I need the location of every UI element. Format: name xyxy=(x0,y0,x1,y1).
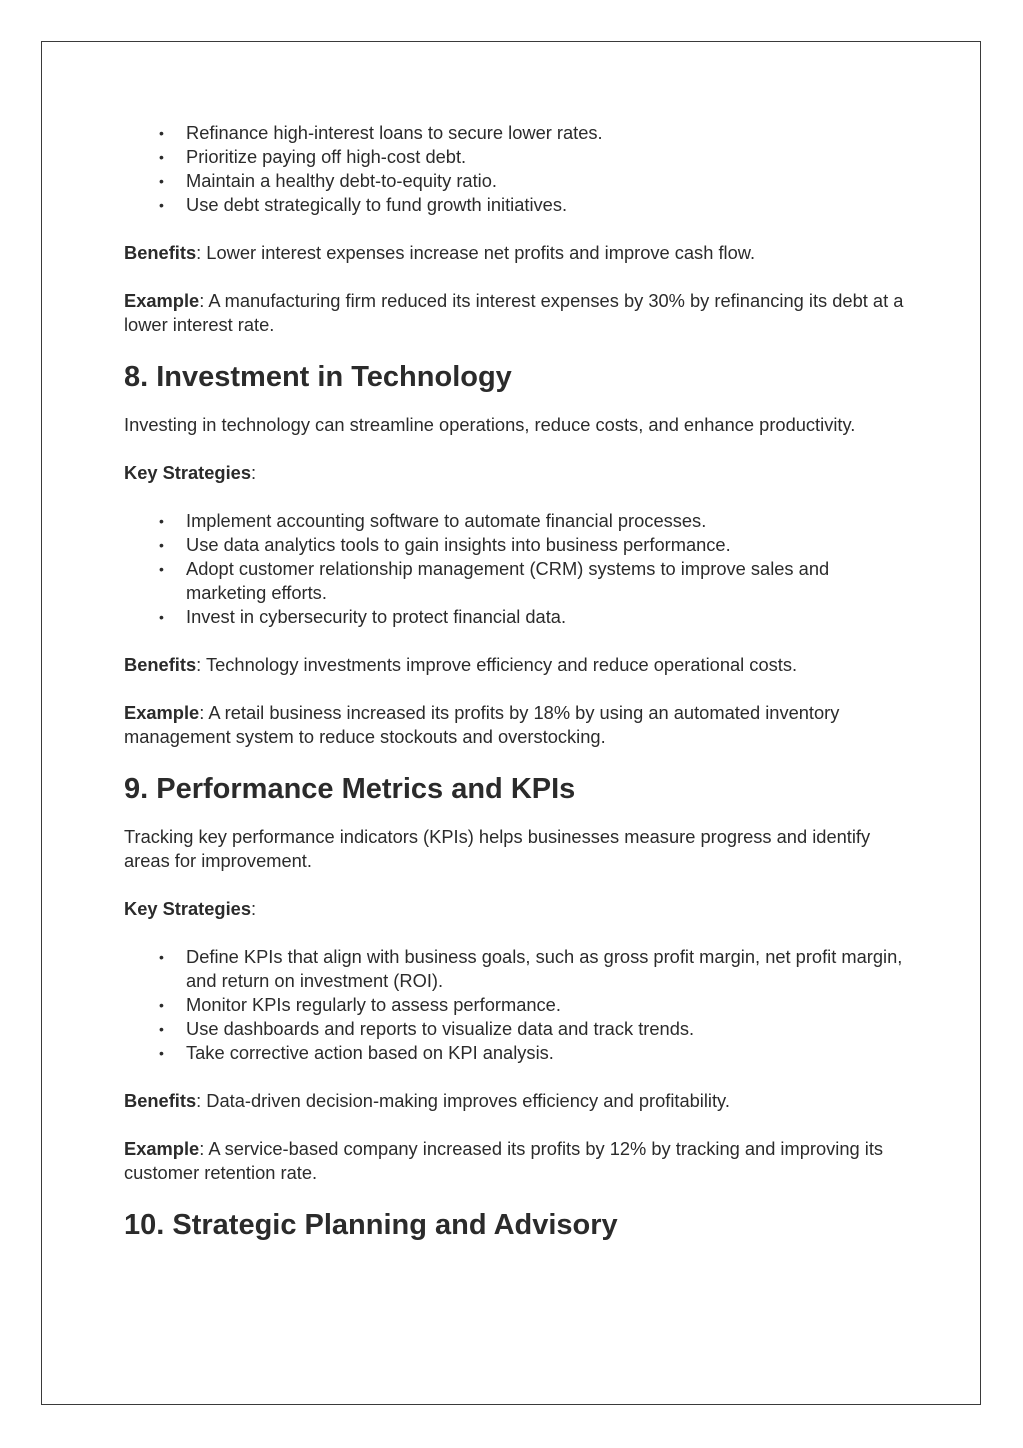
list-item-text: Prioritize paying off high-cost debt. xyxy=(186,146,467,167)
list-item xyxy=(124,193,904,217)
bullet-icon: • xyxy=(159,1045,164,1061)
list-item xyxy=(124,605,904,629)
bullet-icon: • xyxy=(159,997,164,1013)
list-item xyxy=(124,169,904,193)
list-item-text: Refinance high-interest loans to secure lower rates. xyxy=(186,122,603,143)
bullet-icon: • xyxy=(159,173,164,189)
benefits-text: : Technology investments improve efficiency and reduce operational costs. xyxy=(196,654,798,675)
list-item xyxy=(124,1017,904,1041)
key-strategies-colon: : xyxy=(251,462,257,483)
list-item xyxy=(124,557,904,605)
list-item-text: Maintain a healthy debt-to-equity ratio. xyxy=(186,170,497,191)
section8-intro: Investing in technology can streamline operations, reduce costs, and enhance productivity. xyxy=(124,414,856,435)
section8-benefits xyxy=(124,653,904,677)
section7-bullet-list xyxy=(124,121,904,217)
section7-benefits xyxy=(124,241,904,265)
key-strategies-colon: : xyxy=(251,898,257,919)
bullet-icon: • xyxy=(159,197,164,213)
section9-bullet-list xyxy=(124,945,904,1065)
example-label: Example xyxy=(124,290,200,311)
list-item xyxy=(124,945,904,993)
section10-heading: 10. Strategic Planning and Advisory xyxy=(124,1209,618,1241)
list-item-text: Implement accounting software to automate financial processes. xyxy=(186,510,707,531)
section7-example xyxy=(124,289,904,337)
list-item-text: Use data analytics tools to gain insights into business performance. xyxy=(186,534,731,555)
bullet-icon: • xyxy=(159,149,164,165)
document-content xyxy=(124,121,904,1243)
list-item-text: Take corrective action based on KPI analysis. xyxy=(186,1042,554,1063)
bullet-icon: • xyxy=(159,609,164,625)
list-item xyxy=(124,145,904,169)
section8-example xyxy=(124,701,904,749)
section9-intro: Tracking key performance indicators (KPIs) helps businesses measure progress and identify areas for improvement. xyxy=(124,826,871,871)
example-text: : A service-based company increased its profits by 12% by tracking and improving its customer retention rate. xyxy=(124,1138,884,1183)
key-strategies-label: Key Strategies xyxy=(124,462,252,483)
section9-strategies-heading xyxy=(124,897,904,921)
key-strategies-label: Key Strategies xyxy=(124,898,252,919)
list-item-text: Invest in cybersecurity to protect financial data. xyxy=(186,606,567,627)
benefits-label: Benefits xyxy=(124,654,197,675)
section8-bullet-list xyxy=(124,509,904,629)
list-item xyxy=(124,1041,904,1065)
example-label: Example xyxy=(124,702,200,723)
list-item-text: Define KPIs that align with business goals, such as gross profit margin, net profit margin, and return on investment (ROI). xyxy=(186,946,903,991)
list-item-text: Adopt customer relationship management (CRM) systems to improve sales and marketing efforts. xyxy=(186,558,830,603)
section8-strategies-heading xyxy=(124,461,904,485)
list-item xyxy=(124,533,904,557)
example-text: : A retail business increased its profits by 18% by using an automated inventory management system to reduce stockouts and overstocking. xyxy=(124,702,840,747)
section9-benefits xyxy=(124,1089,904,1113)
list-item-text: Monitor KPIs regularly to assess performance. xyxy=(186,994,561,1015)
list-item xyxy=(124,121,904,145)
section9-heading: 9. Performance Metrics and KPIs xyxy=(124,773,576,805)
bullet-icon: • xyxy=(159,561,164,577)
benefits-text: : Data-driven decision-making improves efficiency and profitability. xyxy=(196,1090,730,1111)
bullet-icon: • xyxy=(159,1021,164,1037)
section8-heading: 8. Investment in Technology xyxy=(124,361,512,393)
bullet-icon: • xyxy=(159,125,164,141)
benefits-text: : Lower interest expenses increase net profits and improve cash flow. xyxy=(196,242,756,263)
example-text: : A manufacturing firm reduced its interest expenses by 30% by refinancing its debt at a lower interest rate. xyxy=(124,290,904,335)
section9-example xyxy=(124,1137,904,1185)
bullet-icon: • xyxy=(159,949,164,965)
list-item-text: Use dashboards and reports to visualize data and track trends. xyxy=(186,1018,695,1039)
bullet-icon: • xyxy=(159,513,164,529)
bullet-icon: • xyxy=(159,537,164,553)
list-item xyxy=(124,509,904,533)
list-item xyxy=(124,993,904,1017)
benefits-label: Benefits xyxy=(124,1090,197,1111)
list-item-text: Use debt strategically to fund growth initiatives. xyxy=(186,194,568,215)
benefits-label: Benefits xyxy=(124,242,197,263)
example-label: Example xyxy=(124,1138,200,1159)
